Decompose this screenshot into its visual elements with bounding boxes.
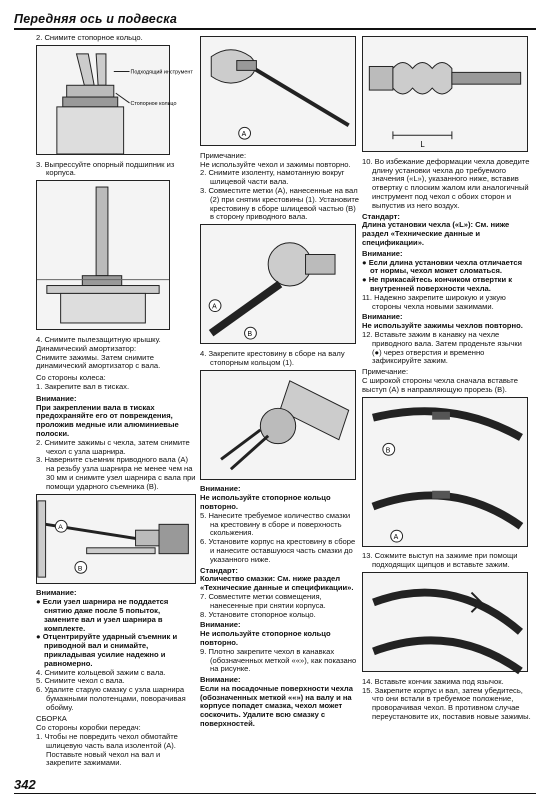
step-text: 12. Вставьте зажим в канавку на чехле приводного вала. Затем проденьте язычки (●) через отверстия и временно зафиксируйте зажим. bbox=[362, 329, 522, 366]
standard-title: Стандарт: bbox=[362, 211, 400, 221]
note-title: Примечание: bbox=[362, 367, 409, 377]
step-text: 3. Наверните съемник приводного вала (А) на резьбу узла шарнира не менее чем на 30 мм и снимите узел шарнира с вала при помощи ударного съемника (В). bbox=[36, 455, 196, 491]
warning-text: Не используйте зажимы чехлов повторно. bbox=[362, 321, 523, 331]
note-text: Не используйте чехол и зажимы повторно. bbox=[200, 159, 351, 169]
step-text: 11. Надежно закрепите широкую и узкую стороны чехла новыми зажимами. bbox=[362, 292, 506, 311]
figure-snap-ring-install bbox=[200, 370, 356, 480]
step-text: 2. Снимите зажимы с чехла, затем снимите чехол с узла шарнира. bbox=[36, 437, 190, 456]
step-text: 8. Установите стопорное кольцо. bbox=[200, 609, 316, 619]
figure-boot-length bbox=[362, 36, 528, 152]
figure-label-a: A bbox=[241, 131, 247, 139]
section-heading: СБОРКА bbox=[36, 714, 67, 724]
figure-bearing-press bbox=[36, 180, 170, 330]
figure-snap-ring-removal bbox=[36, 45, 193, 155]
warning-bullet: ● Если длина установки чехла отличается от нормы, чехол может сломаться. bbox=[362, 257, 522, 276]
figure-label-b: B bbox=[247, 331, 253, 339]
figure-label-l: L bbox=[420, 140, 425, 150]
footer-rule bbox=[14, 793, 536, 794]
subheading: Динамический амортизатор: bbox=[36, 343, 137, 353]
step-text: 7. Совместите метки совмещения, нанесенные при снятии корпуса. bbox=[200, 591, 326, 610]
step-text: 5. Снимите чехол с вала. bbox=[36, 676, 125, 686]
page-header bbox=[14, 8, 536, 30]
column-1 bbox=[36, 34, 196, 768]
step-text: 15. Закрепите корпус и вал, затем убедитесь, что они встали в требуемое положение, проворачивая чехол. В противном случае переустановите их, поставив новые зажимы. bbox=[362, 685, 531, 721]
step-text: 14. Вставьте кончик зажима под язычок. bbox=[362, 676, 504, 686]
warning-title: Внимание: bbox=[200, 484, 241, 494]
subheading: Со стороны колеса: bbox=[36, 373, 106, 383]
figure-label-ring: Стопорное кольцо bbox=[130, 100, 177, 107]
note-text: С широкой стороны чехла сначала вставьте выступ (А) в направляющую прорезь (В). bbox=[362, 375, 518, 394]
step-text: 4. Снимите пылезащитную крышку. bbox=[36, 334, 161, 344]
figure-label-b: B bbox=[385, 446, 391, 454]
figure-slide-hammer bbox=[36, 494, 196, 584]
warning-title: Внимание: bbox=[200, 620, 241, 630]
step-text: 5. Нанесите требуемое количество смазки на крестовину в сборе и поверхность скольжения. bbox=[200, 510, 351, 538]
step-text: 1. Закрепите вал в тисках. bbox=[36, 381, 130, 391]
figure-label-tool: Подходящий инструмент bbox=[130, 69, 193, 76]
warning-title: Внимание: bbox=[36, 393, 77, 403]
figure-label-a: A bbox=[212, 303, 217, 311]
warning-text: Не используйте стопорное кольцо повторно. bbox=[200, 493, 331, 511]
warning-text: Не используйте стопорное кольцо повторно. bbox=[200, 629, 331, 647]
step-text: 1. Чтобы не повредить чехол обмотайте шлицевую часть вала изолентой (А). Поставьте новый чехол на вал и закрепите зажимами. bbox=[36, 732, 178, 768]
step-text: 3. Выпрессуйте опорный подшипник из корпуса. bbox=[36, 159, 175, 178]
step-text: 6. Удалите старую смазку с узла шарнира бумажными полотенцами, поворачивая обойму. bbox=[36, 685, 186, 712]
page-number: 342 bbox=[14, 777, 36, 792]
standard-title: Стандарт: bbox=[200, 565, 238, 575]
step-text: 2. Снимите стопорное кольцо. bbox=[36, 33, 143, 42]
paragraph: Снимите зажимы. Затем снимите динамический амортизатор с вала. bbox=[36, 352, 161, 371]
figure-boot-tape bbox=[200, 36, 356, 146]
step-text: 3. Совместите метки (А), нанесенные на вал (2) при снятии крестовины (1). Установите крестовину в сборе шлицевой частью (В) в сторону приводного вала. bbox=[200, 185, 360, 222]
warning-title: Внимание: bbox=[362, 312, 403, 322]
figure-clamp-insert bbox=[362, 397, 528, 547]
step-text: 10. Во избежание деформации чехла доведите длину установки чехла до требуемого значения («L»), указанного ниже, вставив отвертку с плоским жалом или аналогичный инструмент под чехол с обоих сторон и выпустив из него воздух. bbox=[362, 156, 530, 210]
step-text: 4. Закрепите крестовину в сборе на валу стопорным кольцом (1). bbox=[200, 348, 345, 367]
column-2 bbox=[200, 34, 360, 729]
step-text: 6. Установите корпус на крестовину в сборе и нанесите оставшуюся часть смазки до указанного ниже. bbox=[200, 537, 356, 564]
step-text: 2. Снимите изоленту, намотанную вокруг шлицевой части вала. bbox=[200, 168, 345, 187]
warning-title: Внимание: bbox=[36, 588, 77, 598]
figure-spider-assembly bbox=[200, 224, 356, 344]
figure-label-a: A bbox=[58, 523, 63, 531]
figure-label-a: A bbox=[393, 533, 399, 541]
warning-bullet: ● Отцентрируйте ударный съемник и приводной вал и снимайте, прикладывая усилие надежно и равномерно. bbox=[36, 632, 178, 668]
figure-label-b: B bbox=[77, 564, 83, 572]
warning-bullet: ● Если узел шарнира не поддается снятию даже после 5 попыток, замените вал и узел шарнира в комплекте. bbox=[36, 597, 169, 633]
step-text: 4. Снимите кольцевой зажим с вала. bbox=[36, 667, 166, 677]
subheading: Со стороны коробки передач: bbox=[36, 723, 141, 733]
step-text: 13. Сожмите выступ на зажиме при помощи подходящих щипцов и вставьте зажим. bbox=[362, 551, 518, 570]
warning-title: Внимание: bbox=[200, 675, 241, 685]
standard-text: Длина установки чехла («L»): См. ниже раздел «Технические данные и спецификации». bbox=[362, 220, 510, 247]
warning-bullet: ● Не прикасайтесь кончиком отвертки к внутренней поверхности чехла. bbox=[362, 275, 513, 293]
warning-title: Внимание: bbox=[362, 248, 403, 258]
column-3 bbox=[362, 34, 532, 722]
warning-text: Если на посадочные поверхности чехла (обозначенных меткой ««») на валу и на корпусе попадет смазка, чехол может соскочить. Удалите всю смазку с поверхностей. bbox=[200, 683, 353, 729]
note-title: Примечание: bbox=[200, 150, 247, 160]
step-text: 9. Плотно закрепите чехол в канавках (обозначенных меткой ««»), как показано на рисунке. bbox=[200, 646, 357, 674]
standard-text: Количество смазки: См. ниже раздел «Технические данные и спецификации». bbox=[200, 574, 354, 593]
figure-clamp-tongue bbox=[362, 572, 528, 672]
page-title: Передняя ось и подвеска bbox=[14, 12, 178, 26]
warning-text: При закреплении вала в тисках предохраняйте его от повреждения, проложив медные или алюминиевые полоски. bbox=[36, 402, 179, 438]
